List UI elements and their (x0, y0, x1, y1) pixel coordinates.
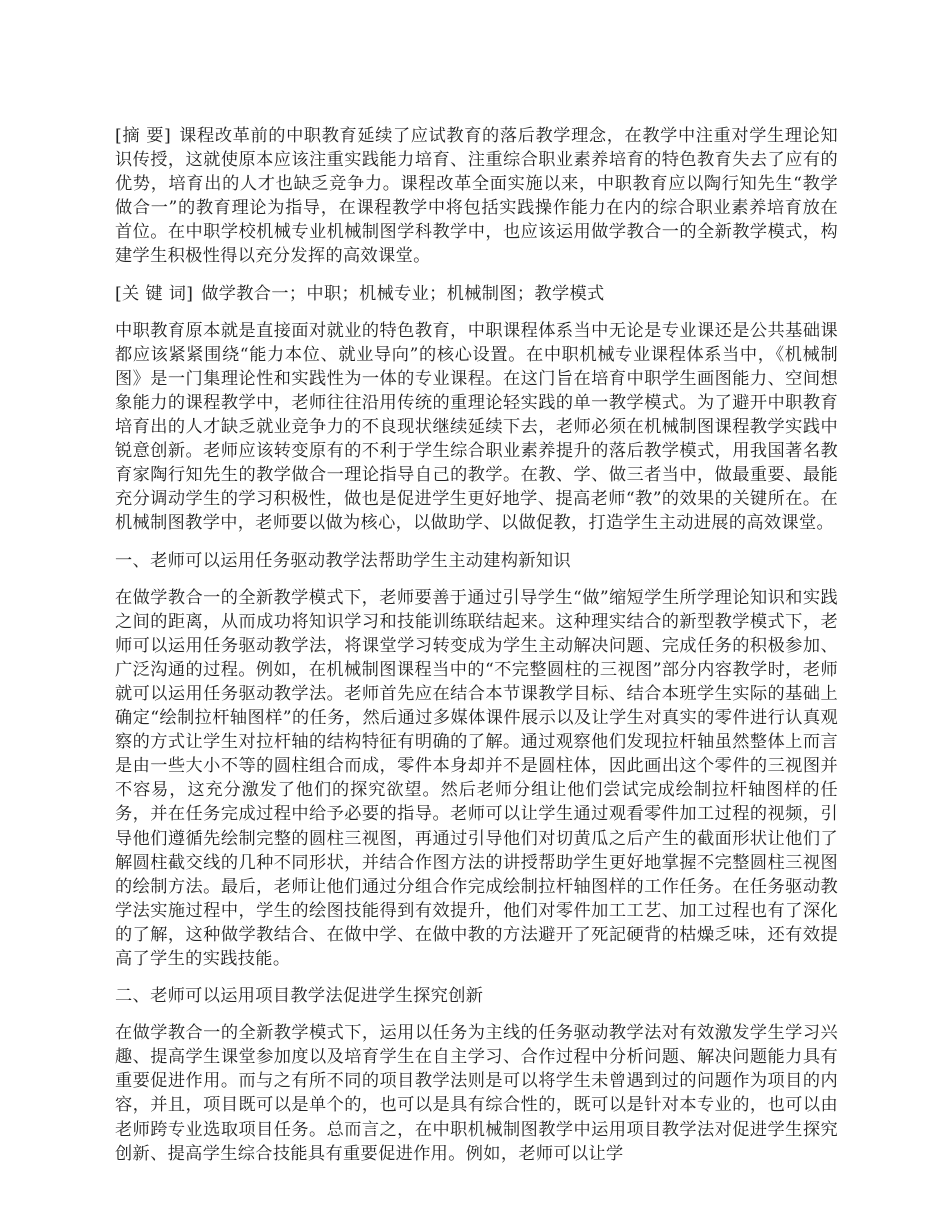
keywords-text: 做学教合一；中职；机械专业；机械制图；教学模式 (201, 283, 605, 304)
intro-paragraph: 中职教育原本就是直接面对就业的特色教育，中职课程体系当中无论是专业课还是公共基础课都应该紧紧围绕“能力本位、就业导向”的核心设置。在中职机械专业课程体系当中，《机械制图》是一门集理论性和实践性为一体的专业课程。在这门旨在培育中职学生画图能力、空间想象能力的课程教学中，老师往往沿用传统的重理论轻实践的单一教学模式。为了避开中职教育培育出的人才缺乏就业竞争力的不良现状继续延续下去，老师必须在机械制图课程教学实践中锐意创新。老师应该转变原有的不利于学生综合职业素养提升的落后教学模式，用我国著名教育家陶行知先生的教学做合一理论指导自己的教学。在教、学、做三者当中，做最重要、最能充分调动学生的学习积极性，做也是促进学生更好地学、提高老师“教”的效果的关键所在。在机械制图教学中，老师要以做为核心，以做助学、以做促教，打造学生主动进展的高效课堂。 (115, 320, 838, 534)
keywords-paragraph (115, 282, 838, 306)
section-1-heading: 一、老师可以运用任务驱动教学法帮助学生主动建构新知识 (115, 550, 571, 571)
keywords-label: [关 键 词] (115, 283, 194, 304)
section-1-paragraph: 在做学教合一的全新教学模式下，老师要善于通过引导学生“做”缩短学生所学理论知识和实践之间的距离，从而成功将知识学习和技能训练联结起来。这种理实结合的新型教学模式下，老师可以运用任务驱动教学法，将课堂学习转变成为学生主动解决问题、完成任务的积极参加、广泛沟通的过程。例如，在机械制图课程当中的“不完整圆柱的三视图”部分内容教学时，老师就可以运用任务驱动教学法。老师首先应在结合本节课教学目标、结合本班学生实际的基础上确定“绘制拉杆轴图样”的任务，然后通过多媒体课件展示以及让学生对真实的零件进行认真观察的方式让学生对拉杆轴的结构特征有明确的了解。通过观察他们发现拉杆轴虽然整体上而言是由一些大小不等的圆柱组合而成，零件本身却并不是圆柱体，因此画出这个零件的三视图并不容易，这充分激发了他们的探究欲望。然后老师分组让他们尝试完成绘制拉杆轴图样的任务，并在任务完成过程中给予必要的指导。老师可以让学生通过观看零件加工过程的视频，引导他们遵循先绘制完整的圆柱三视图，再通过引导他们对切黄瓜之后产生的截面形状让他们了解圆柱截交线的几种不同形状，并结合作图方法的讲授帮助学生更好地掌握不完整圆柱三视图的绘制方法。最后，老师让他们通过分组合作完成绘制拉杆轴图样的工作任务。在任务驱动教学法实施过程中，学生的绘图技能得到有效提升，他们对零件加工工艺、加工过程也有了深化的了解，这种做学教结合、在做中学、在做中教的方法避开了死記硬背的枯燥乏味，还有效提高了学生的实践技能。 (115, 587, 838, 969)
abstract-label: [摘 要] (115, 126, 172, 146)
article-body (115, 124, 838, 1179)
abstract-paragraph (115, 124, 838, 269)
abstract-text: 课程改革前的中职教育延续了应试教育的落后教学理念，在教学中注重对学生理论知识传授，这就使原本应该注重实践能力培育、注重综合职业素养培育的特色教育失去了应有的优势，培育出的人才也缺乏竞争力。课程改革全面实施以来，中职教育应以陶行知先生“教学做合一”的教育理论为指导，在课程教学中将包括实践操作能力在内的综合职业素养培育放在首位。在中职学校机械专业机械制图学科教学中，也应该运用做学教合一的全新教学模式，构建学生积极性得以充分发挥的高效课堂。 (115, 126, 838, 267)
section-2-paragraph: 在做学教合一的全新教学模式下，运用以任务为主线的任务驱动教学法对有效激发学生学习兴趣、提高学生课堂参加度以及培育学生在自主学习、合作过程中分析问题、解决问题能力具有重要促进作用。而与之有所不同的项目教学法则是可以将学生未曾遇到过的问题作为项目的内容，并且，项目既可以是单个的，也可以是具有综合性的，既可以是针对本专业的，也可以由老师跨专业选取项目任务。总而言之，在中职机械制图教学中运用项目教学法对促进学生探究创新、提高学生综合技能具有重要促进作用。例如，老师可以让学 (115, 1023, 838, 1164)
section-2-heading: 二、老师可以运用项目教学法促进学生探究创新 (115, 986, 484, 1007)
